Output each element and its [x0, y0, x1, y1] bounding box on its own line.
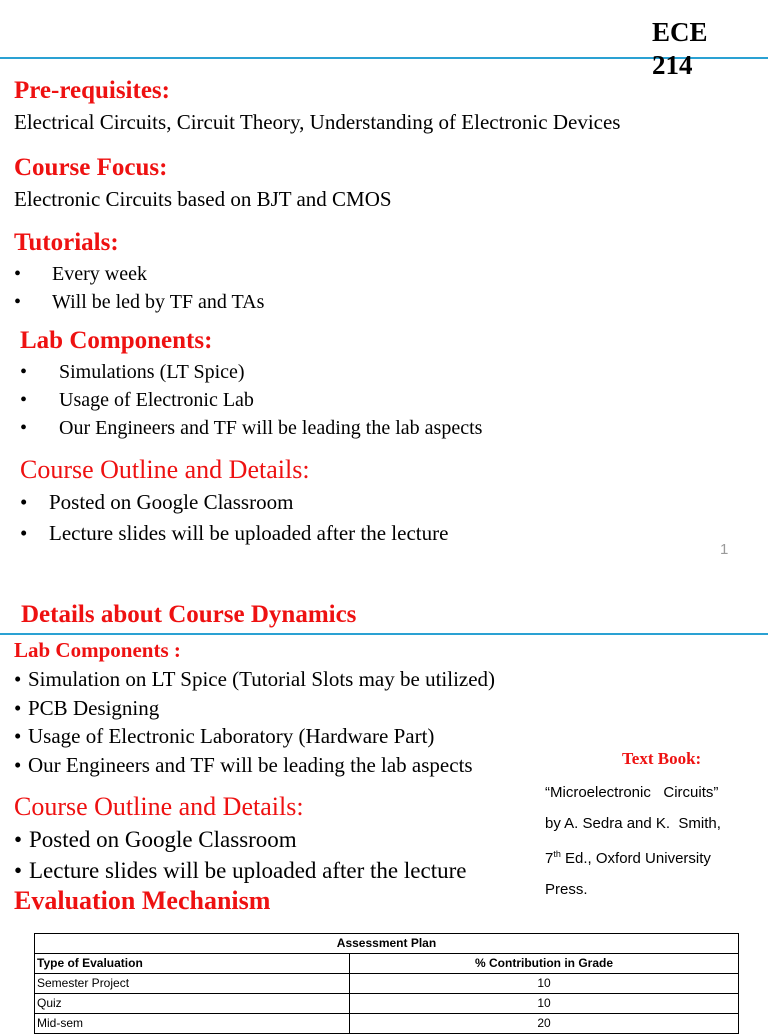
table-row — [35, 994, 739, 1014]
table-cell: Mid-sem — [35, 1014, 350, 1034]
bullet: • — [14, 827, 23, 852]
list-item: • Lecture slides will be uploaded after the lecture — [20, 518, 448, 549]
textbook-details — [545, 777, 744, 905]
bullet: • — [14, 263, 22, 285]
eval-heading: Evaluation Mechanism — [14, 886, 271, 915]
table-cell: 10 — [350, 994, 739, 1014]
bullet: • — [20, 417, 28, 439]
bullet: • — [14, 724, 22, 748]
list-item: • Posted on Google Classroom — [20, 487, 448, 518]
bullet: • — [20, 490, 28, 514]
tutorials-heading: Tutorials: — [14, 229, 119, 256]
table-cell: 20 — [350, 1014, 739, 1034]
outline-heading: Course Outline and Details: — [20, 455, 310, 484]
list-item: • Our Engineers and TF will be leading the lab aspects — [20, 414, 482, 442]
bullet: • — [14, 858, 23, 883]
textbook-line: “Microelectronic Circuits” — [545, 784, 719, 801]
bullet: • — [14, 291, 22, 313]
list-item: • Our Engineers and TF will be leading the lab aspects — [14, 751, 495, 780]
list-item: • Will be led by TF and TAs — [14, 288, 264, 316]
lab-heading: Lab Components: — [20, 327, 213, 354]
list-item: • Lecture slides will be uploaded after the lecture — [14, 855, 466, 886]
list-item: • Simulation on LT Spice (Tutorial Slots may be utilized) — [14, 665, 495, 694]
slide2-outline-heading: Course Outline and Details: — [14, 792, 304, 821]
course-code: ECE 214 — [652, 17, 708, 80]
textbook-line: Press. — [545, 881, 588, 898]
bullet: • — [14, 695, 22, 720]
slide2-lab-list — [14, 665, 495, 779]
bullet: • — [14, 752, 22, 777]
slide2-top-rule — [0, 633, 768, 635]
table-cell: Quiz — [35, 994, 350, 1014]
textbook-heading: Text Book: — [622, 749, 702, 768]
list-item: • Posted on Google Classroom — [14, 824, 466, 855]
bullet: • — [14, 667, 22, 691]
assessment-table — [34, 933, 739, 1034]
focus-heading: Course Focus: — [14, 154, 168, 181]
table-title-row — [35, 934, 739, 954]
list-item: • Usage of Electronic Lab — [20, 386, 482, 414]
tutorials-list — [14, 260, 264, 316]
slide2-title: Details about Course Dynamics — [21, 601, 357, 628]
table-cell: Semester Project — [35, 974, 350, 994]
slide2-lab-heading: Lab Components : — [14, 638, 181, 662]
table-title: Assessment Plan — [35, 934, 739, 954]
lab-list — [20, 358, 482, 442]
list-item: • Simulations (LT Spice) — [20, 358, 482, 386]
prereq-text: Electrical Circuits, Circuit Theory, Understanding of Electronic Devices — [14, 110, 621, 134]
table-cell: 10 — [350, 974, 739, 994]
table-row — [35, 974, 739, 994]
column-header: Type of Evaluation — [35, 954, 350, 974]
list-item: • PCB Designing — [14, 694, 495, 723]
list-item: • Usage of Electronic Laboratory (Hardware Part) — [14, 722, 495, 751]
bullet: • — [20, 389, 28, 411]
bullet: • — [20, 361, 28, 383]
prereq-heading: Pre-requisites: — [14, 77, 170, 104]
column-header: % Contribution in Grade — [350, 954, 739, 974]
bullet: • — [20, 521, 28, 545]
textbook-line: 7th Ed., Oxford University — [545, 849, 711, 867]
slide-number: 1 — [720, 541, 729, 558]
outline-list — [20, 487, 448, 549]
slide2-outline-list — [14, 824, 466, 886]
focus-text: Electronic Circuits based on BJT and CMOS — [14, 187, 392, 211]
table-header-row — [35, 954, 739, 974]
list-item: • Every week — [14, 260, 264, 288]
textbook-line: by A. Sedra and K. Smith, — [545, 815, 721, 832]
